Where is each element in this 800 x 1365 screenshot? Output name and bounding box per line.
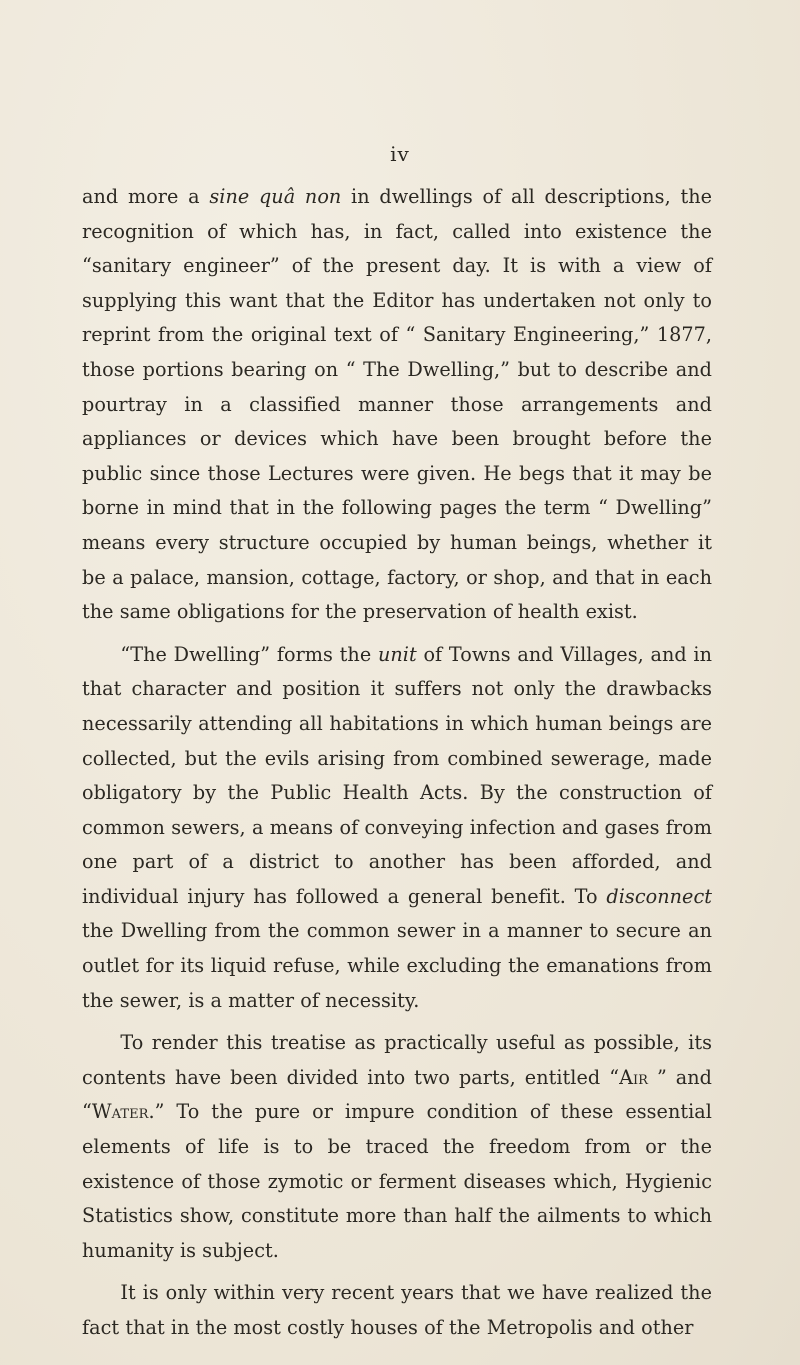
paragraph-3-text-e: ” To the pure or impure condition of these essential elements of life is to be traced the freedom from or the existence of those zymotic or ferment diseases which, Hygienic Statistics show, constitute more than half the ailments to which humanity is subject. <box>82 1100 712 1262</box>
paragraph-treatise <box>82 1026 712 1268</box>
paragraph-continuation <box>82 180 712 630</box>
paragraph-1-text-c: in dwellings of all descriptions, the recognition of which has, in fact, called into existence the “sanitary engineer” of the present day. It is with a view of supplying this want that the Editor has undertaken not only to reprint from the original text of “ Sanitary Engineering,” 1877, those portions bearing on “ The Dwelling,” but to describe and pourtray in a classified manner those arrangements and appliances or devices which have been brought before the public since those Lectures were given. He begs that it may be borne in mind that in the following pages the term “ Dwelling” means every structure occupied by human beings, whether it be a palace, mansion, cottage, factory, or shop, and that in each the same obligations for the preservation of health exist. <box>82 185 713 624</box>
latin-phrase: sine quâ non <box>209 185 342 208</box>
emphasis-disconnect: disconnect <box>606 884 712 908</box>
paragraph-2-text-a: “The Dwelling” forms the <box>120 642 378 666</box>
part-title-air: Air <box>619 1065 648 1089</box>
paragraph-2-text-c: of Towns and Villages, and in that character and position it suffers not only the drawbacks necessarily attending all habitations in which human beings are collected, but the evils arising from combined sewerage, made obligatory by the Public Health Acts. By the construction of common sewers, a means of conveying infection and gases from one part of a district to another has been afforded, and individual injury has followed a general benefit. To <box>82 642 713 908</box>
paragraph-4-text-a: It is only within very recent years that we have realized the fact that in the most costly houses of the Metropolis and other <box>82 1281 712 1339</box>
paragraph-dwelling <box>82 638 712 1019</box>
part-title-water: Water. <box>91 1100 155 1124</box>
paragraph-recent-years <box>82 1276 712 1345</box>
paragraph-3-text-a: To render this treatise as practically useful as possible, its contents have been divided into two parts, entitled “ <box>82 1031 712 1089</box>
emphasis-unit: unit <box>377 642 417 666</box>
body-text <box>82 180 712 1346</box>
paragraph-1-text-a: and more a <box>82 185 210 208</box>
page-number: iv <box>390 142 410 166</box>
paragraph-2-text-e: the Dwelling from the common sewer in a manner to secure an outlet for its liquid refuse, while excluding the emanations from the sewer, is a matter of necessity. <box>82 919 712 1012</box>
paragraph-3-text-c: ” and “ <box>82 1065 713 1124</box>
